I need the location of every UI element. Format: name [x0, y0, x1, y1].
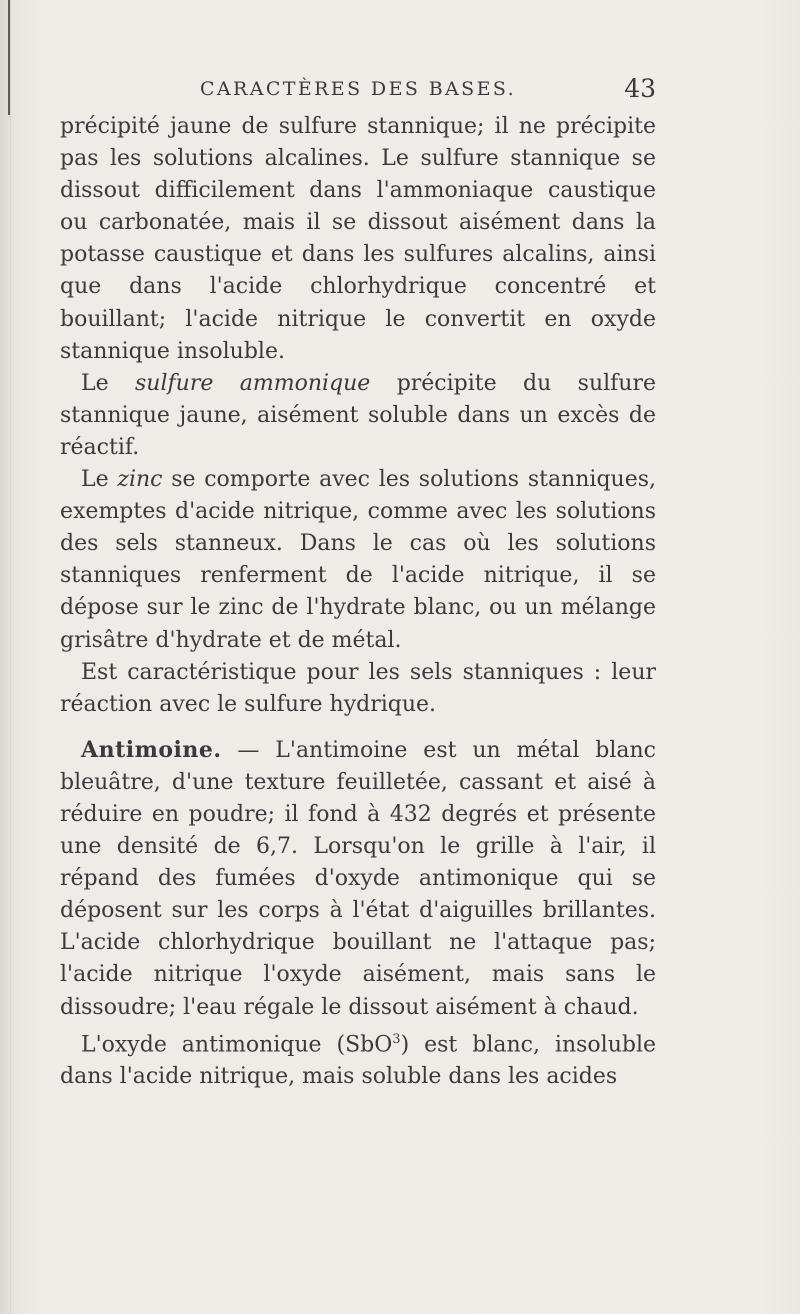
reagent-name: zinc: [117, 467, 163, 493]
formula-superscript: 3: [392, 1031, 401, 1047]
paragraph-prefix: Le: [81, 467, 118, 493]
paragraph-oxyde-antimonique: [60, 1024, 656, 1094]
page-number: 43: [624, 74, 656, 103]
paragraph-caracteristique: Est caractéristique pour les sels stanniques : leur réaction avec le sulfure hydrique.: [60, 659, 656, 717]
running-title: CARACTÈRES DES BASES.: [199, 78, 517, 100]
section-gap: [60, 721, 656, 734]
paragraph-zinc: [60, 464, 656, 657]
paragraph-text: se comporte avec les solutions stanniques, exemptes d'acide nitrique, comme avec les solutions des sels stanneux. Dans le cas où les solutions stanniques renferment de l'acide nitrique, il se dépose sur le zinc de l'hydrate blanc, ou un mélange grisâtre d'hydrate et de métal.: [60, 467, 656, 653]
paragraph-text: — L'antimoine est un métal blanc bleuâtre, d'une texture feuilletée, cassant et aisé à réduire en poudre; il fond à 432 degrés et présente une densité de 6,7. Lorsqu'on le grille à l'air, il répand des fumées d'oxyde antimonique qui se déposent sur les corps à l'état d'aiguilles brillantes. L'acide chlorhydrique bouillant ne l'attaque pas; l'acide nitrique l'oxyde aisément, mais sans le dissoudre; l'eau régale le dissout aisément à chaud.: [60, 737, 656, 1020]
paragraph-prefix: L'oxyde antimonique (SbO: [81, 1031, 393, 1057]
paragraph-text: précipite du sulfure stannique jaune, aisément soluble dans un excès de réactif.: [60, 370, 657, 460]
paragraph-sulfure-stannique: précipité jaune de sulfure stannique; il ne précipite pas les solutions alcalines. Le sulfure stannique se dissout difficilement dans l'ammoniaque caustique ou carbonatée, mais il se dissout aisément dans la potasse caustique et dans les sulfures alcalins, ainsi que dans l'acide chlorhydrique concentré et bouillant; l'acide nitrique le convertit en oxyde stannique insoluble.: [60, 114, 656, 364]
paragraph-antimoine: [60, 734, 656, 1024]
section-title-antimoine: Antimoine.: [81, 736, 222, 763]
paragraph-prefix: Le: [81, 370, 136, 396]
page-fold-shadow: [10, 0, 11, 1314]
paragraph-sulfure-ammonique: [60, 368, 656, 464]
body-text: [60, 111, 656, 1093]
page-header: [60, 74, 656, 108]
reagent-name: sulfure ammonique: [135, 370, 371, 396]
paragraph-text: ) est blanc, insoluble dans l'acide nitrique, mais soluble dans les acides: [60, 1031, 656, 1090]
